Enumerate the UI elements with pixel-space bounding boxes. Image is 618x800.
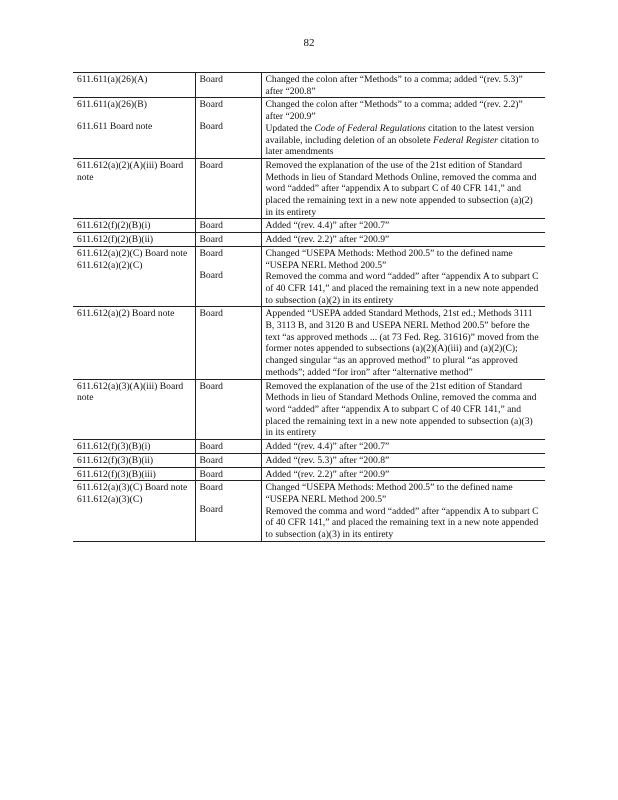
section-cell: 611.612(a)(3)(A)(iii) Board note: [77, 380, 184, 404]
federal-register-title: Federal Register: [433, 134, 498, 146]
section-cell: 611.612(f)(3)(B)(i): [77, 441, 151, 453]
table-row: [73, 73, 545, 98]
table-row: [73, 453, 545, 467]
table-row: [73, 481, 545, 542]
table-row: [73, 440, 545, 454]
agency-cell: Board: [199, 308, 223, 320]
table-row: [73, 307, 545, 379]
change-cell: Appended “USEPA added Standard Methods, 21st ed.; Methods 3111 B, 3113 B, and 3120 B and USEPA NERL Method 200.5” before the text “as approved methods ... (at 73 Fed. Reg. 31616)” moved from the former notes appended to subsections (a)(2)(A)(iii) and (a)(2)(C); changed singular “as an approved method” to plural “as approved methods”; added “for iron” after “alternative method”: [265, 308, 539, 378]
section-cell: 611.612(f)(3)(B)(ii): [77, 454, 154, 466]
table-row: [73, 233, 545, 247]
change-text: citation to later amendments: [265, 134, 539, 158]
section-cell: 611.611(a)(26)(B): [77, 99, 147, 111]
agency-cell: Board: [199, 380, 223, 392]
change-text: Updated the: [265, 122, 313, 134]
change-cell: Added “(rev. 4.4)” after “200.7”: [265, 220, 390, 232]
change-cell: Removed the explanation of the use of the 21st edition of Standard Methods in lieu of Standard Methods Online, removed the comma and word “added” after “appendix A to subpart C of 40 CFR 141,” and placed the remaining text in a new note appended to subsection (a)(3) in its entirety: [265, 380, 537, 439]
table-row: [73, 219, 545, 233]
agency-cell: Board: [199, 503, 223, 515]
section-cell: 611.612(a)(3)(C) Board note: [77, 482, 188, 494]
agency-cell: Board: [199, 482, 223, 494]
agency-cell: Board: [199, 121, 223, 133]
table-row: [73, 158, 545, 219]
table-row: [73, 467, 545, 481]
section-cell: 611.611 Board note: [77, 121, 153, 133]
change-cell: Removed the explanation of the use of the 21st edition of Standard Methods in lieu of Standard Methods Online, removed the comma and word “added” after “appendix A to subpart C of 40 CFR 141,” and placed the remaining text in a new note appended to subsection (a)(2) in its entirety: [265, 159, 537, 218]
change-cell: Removed the comma and word “added” after “appendix A to subpart C of 40 CFR 141,” and placed the remaining text in a new note appended to subsection (a)(3) in its entirety: [265, 505, 539, 541]
agency-cell: Board: [199, 247, 223, 259]
table-row: [73, 98, 545, 159]
agency-cell: Board: [199, 441, 223, 453]
table-row: [73, 246, 545, 307]
change-cell: Added “(rev. 4.4)” after “200.7”: [265, 441, 390, 453]
agency-cell: Board: [199, 234, 223, 246]
page-number: 82: [303, 37, 315, 49]
change-cell: Added “(rev. 2.2)” after “200.9”: [265, 234, 390, 246]
section-cell: 611.612(a)(3)(C): [77, 493, 143, 505]
change-cell: Removed the comma and word “added” after “appendix A to subpart C of 40 CFR 141,” and placed the remaining text in a new note appended to subsection (a)(2) in its entirety: [265, 271, 539, 306]
change-cell: Changed the colon after “Methods” to a comma; added “(rev. 2.2)” after “200.9”: [265, 99, 523, 123]
section-cell: 611.612(a)(2)(C): [77, 259, 143, 271]
agency-cell: Board: [199, 468, 223, 480]
changes-table: [73, 72, 545, 542]
section-cell: 611.612(a)(2)(C) Board note: [77, 247, 188, 259]
agency-cell: Board: [199, 99, 223, 111]
agency-cell: Board: [199, 269, 223, 281]
agency-cell: Board: [199, 220, 223, 232]
change-cell: Added “(rev. 2.2)” after “200.9”: [265, 468, 390, 480]
change-cell: [266, 123, 543, 158]
change-cell: Changed the colon after “Methods” to a comma; added “(rev. 5.3)” after “200.8”: [265, 74, 523, 97]
agency-cell: Board: [199, 74, 223, 85]
section-cell: 611.612(f)(3)(B)(iii): [77, 468, 156, 480]
change-text: citation to the latest version available, including deletion of an obsolete: [265, 122, 535, 146]
change-cell: Added “(rev. 5.3)” after “200.8”: [265, 454, 390, 466]
section-cell: 611.612(f)(2)(B)(i): [77, 220, 151, 232]
table-row: [73, 379, 545, 440]
section-cell: 611.611(a)(26)(A): [77, 74, 148, 85]
section-cell: 611.612(f)(2)(B)(ii): [77, 234, 154, 246]
change-cell: Changed “USEPA Methods: Method 200.5” to the defined name “USEPA NERL Method 200.5”: [265, 247, 513, 271]
section-cell: 611.612(a)(2) Board note: [77, 308, 175, 320]
change-cell: Changed “USEPA Methods: Method 200.5” to the defined name “USEPA NERL Method 200.5”: [265, 482, 513, 505]
section-cell: 611.612(a)(2)(A)(iii) Board note: [77, 159, 184, 183]
agency-cell: Board: [199, 159, 223, 171]
cfr-title: Code of Federal Regulations: [314, 122, 426, 134]
agency-cell: Board: [199, 454, 223, 466]
